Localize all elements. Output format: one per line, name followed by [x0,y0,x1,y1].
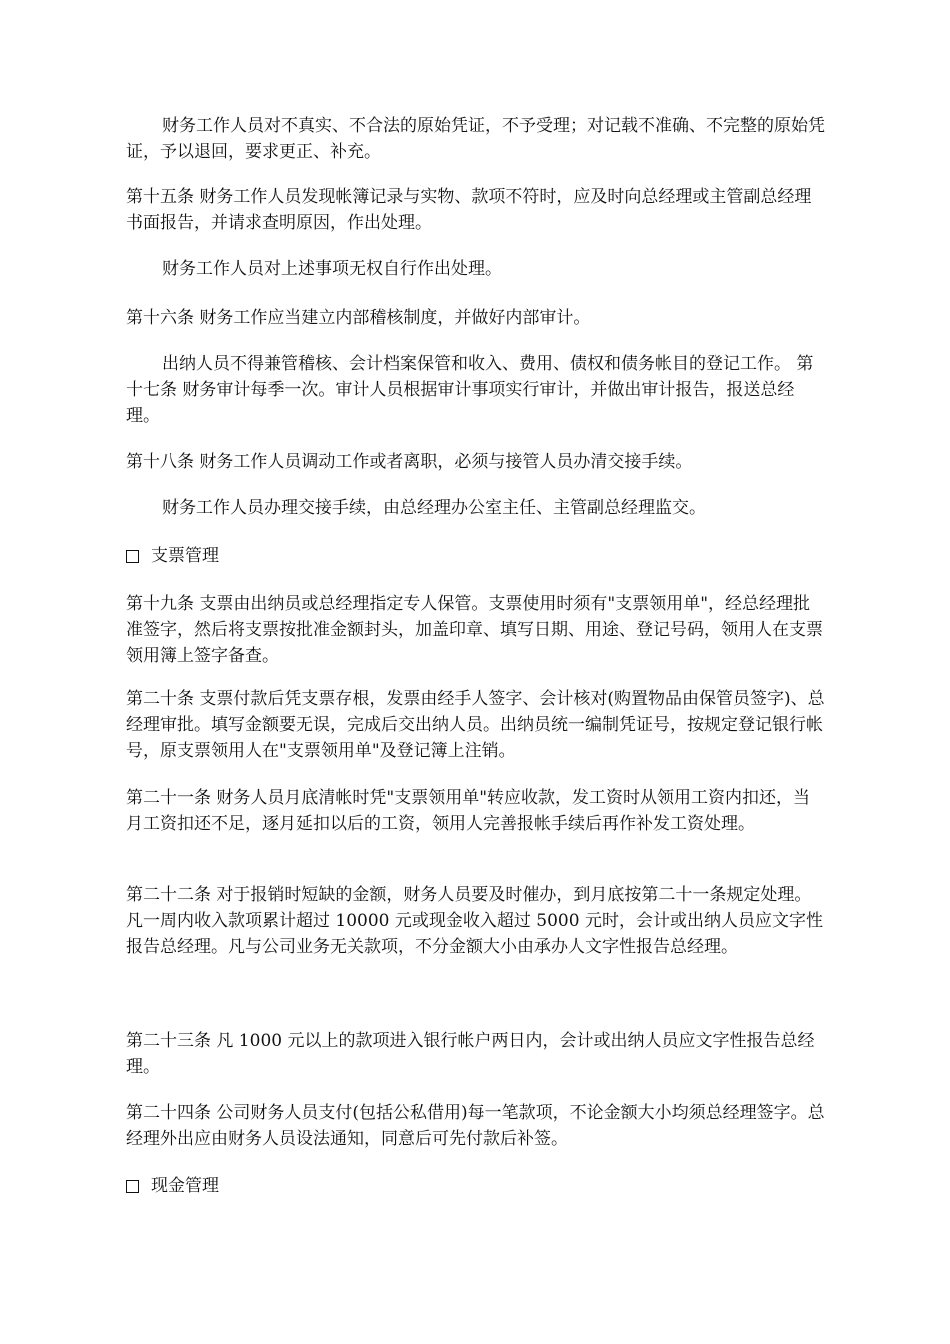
checkbox-square-icon [126,550,139,563]
section-title-cheque: 支票管理 [151,546,219,566]
article-24: 第二十四条 公司财务人员支付(包括公私借用)每一笔款项，不论金额大小均须总经理签字。总经理外出应由财务人员设法通知，同意后可先付款后补签。 [126,1103,825,1149]
article-16: 第十六条 财务工作应当建立内部稽核制度，并做好内部审计。 [126,308,591,328]
checkbox-square-icon [126,1180,139,1193]
paragraph-handover-supervision: 财务工作人员办理交接手续，由总经理办公室主任、主管副总经理监交。 [162,498,706,518]
article-23: 第二十三条 凡 1000 元以上的款项进入银行帐户两日内，会计或出纳人员应文字性报告总经理。 [126,1031,815,1077]
article-20: 第二十条 支票付款后凭支票存根，发票由经手人签字、会计核对(购置物品由保管员签字)、总经理审批。填写金额要无误，完成后交出纳人员。出纳员统一编制凭证号，按规定登记银行帐号，原支票领用人在"支票领用单"及登记簿上注销。 [126,689,825,761]
paragraph-original-voucher: 财务工作人员对不真实、不合法的原始凭证，不予受理；对记载不准确、不完整的原始凭证，予以退回，要求更正、补充。 [126,116,825,162]
article-18: 第十八条 财务工作人员调动工作或者离职，必须与接管人员办清交接手续。 [126,452,693,472]
article-22: 第二十二条 对于报销时短缺的金额，财务人员要及时催办，到月底按第二十一条规定处理。 凡一周内收入款项累计超过 10000 元或现金收入超过 5000 元时，会计或出纳人员应文字性报告总经理。凡与公司业务无关款项，不分金额大小由承办人文字性报告总经理。 [126,885,823,957]
article-15: 第十五条 财务工作人员发现帐簿记录与实物、款项不符时，应及时向总经理或主管副总经理书面报告，并请求查明原因，作出处理。 [126,187,812,233]
section-title-cash: 现金管理 [151,1176,219,1196]
article-19: 第十九条 支票由出纳员或总经理指定专人保管。支票使用时须有"支票领用单"，经总经理批准签字，然后将支票按批准金额封头，加盖印章、填写日期、用途、登记号码，领用人在支票领用簿上签字备查。 [126,594,823,666]
paragraph-no-authority: 财务工作人员对上述事项无权自行作出处理。 [162,259,502,279]
section-heading-cash [126,1173,219,1199]
article-21: 第二十一条 财务人员月底清帐时凭"支票领用单"转应收款，发工资时从领用工资内扣还，当月工资扣还不足，逐月延扣以后的工资，领用人完善报帐手续后再作补发工资处理。 [126,788,811,834]
article-17-paragraph: 出纳人员不得兼管稽核、会计档案保管和收入、费用、债权和债务帐目的登记工作。 第十七条 财务审计每季一次。审计人员根据审计事项实行审计，并做出审计报告，报送总经理。 [126,354,814,426]
section-heading-cheque [126,543,219,569]
